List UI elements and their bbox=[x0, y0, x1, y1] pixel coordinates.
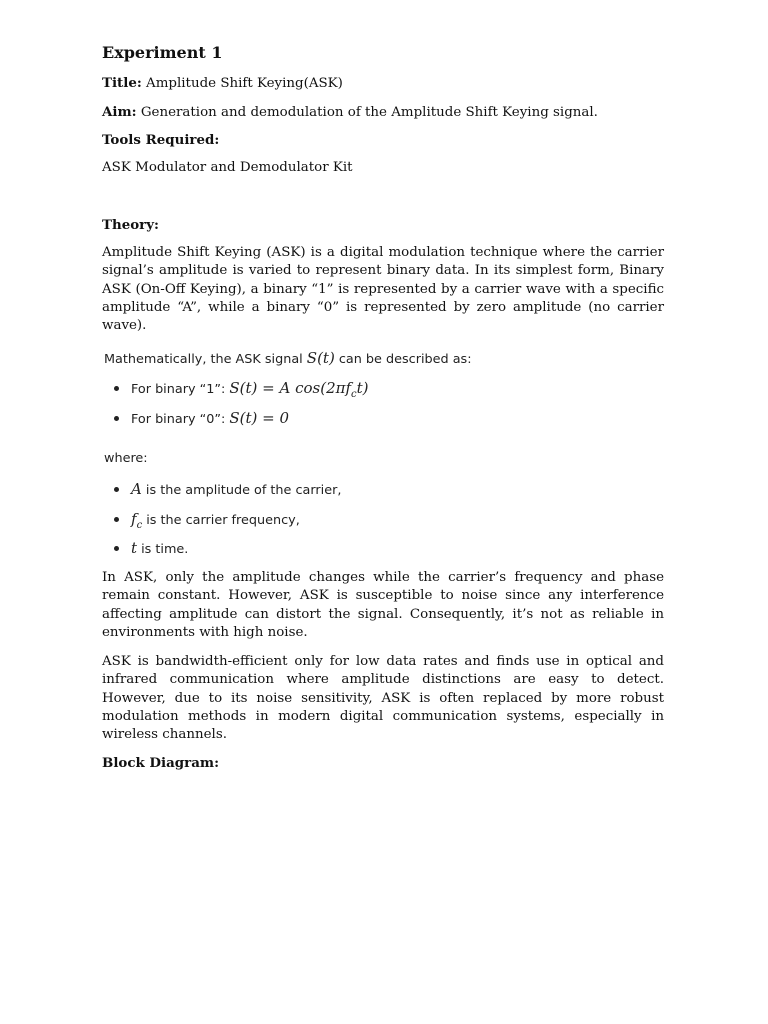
title-line bbox=[102, 74, 343, 93]
bullet-icon bbox=[114, 517, 119, 522]
experiment-heading: Experiment 1 bbox=[102, 43, 223, 62]
theory-heading bbox=[102, 216, 159, 235]
formula-bullet-binary-zero: For binary “0”: S(t) = 0 bbox=[114, 409, 289, 429]
formula-binary-one: S(t) = A $\cos(2\pi f_ct)$ bbox=[229, 379, 369, 400]
where-label: where: bbox=[104, 451, 148, 466]
bullet-icon bbox=[114, 386, 119, 391]
tools-heading bbox=[102, 131, 219, 150]
formula-image bbox=[102, 344, 472, 562]
bandwidth-paragraph: ASK is bandwidth-efficient only for low data rates and finds use in optical and infrared communication where amplitude distinctions are easy to detect. However, due to its noise sensitivity, ASK is often replaced by more robust modulation methods in modern digital communication systems, especially in wireless channels. bbox=[102, 654, 664, 743]
block-diagram-label: Block Diagram: bbox=[102, 755, 220, 771]
bullet-icon bbox=[114, 546, 119, 551]
bullet-icon bbox=[114, 487, 119, 492]
formula-bullet-binary-one: For binary “1”: S(t) = A $\cos(2\pi f_ct)$ bbox=[114, 379, 369, 404]
where-item-amplitude: A is the amplitude of the carrier, bbox=[114, 480, 341, 500]
theory-paragraph: Amplitude Shift Keying (ASK) is a digital modulation technique where the carrier signal’s amplitude is varied to represent binary data. In its simplest form, Binary ASK (On-Off Keying), a binary “1” is represented by a carrier wave with a specific amplitude “A”, while a binary “0” is represented by zero amplitude (no carrier wave). bbox=[102, 245, 664, 334]
title-label: Title: bbox=[102, 75, 142, 91]
block-diagram-heading bbox=[102, 754, 219, 773]
formula-intro: Mathematically, the ASK signal S(t) can be described as: bbox=[104, 349, 472, 367]
title-value: Amplitude Shift Keying(ASK) bbox=[141, 76, 343, 91]
aim-label: Aim: bbox=[102, 104, 137, 120]
tools-value: ASK Modulator and Demodulator Kit bbox=[102, 160, 353, 175]
where-item-frequency: $f_c$ is the carrier frequency, bbox=[114, 510, 300, 535]
theory-label: Theory: bbox=[102, 217, 159, 233]
signal-symbol: S(t) bbox=[306, 349, 335, 367]
noise-paragraph: In ASK, only the amplitude changes while the carrier’s frequency and phase remain constant. However, ASK is susceptible to noise since any interference affecting amplitude can distort the signal. Consequently, it’s not as reliable in environments with high noise. bbox=[102, 570, 664, 640]
aim-value: Generation and demodulation of the Amplitude Shift Keying signal. bbox=[136, 105, 598, 120]
tools-label: Tools Required: bbox=[102, 132, 220, 148]
formula-binary-zero: S(t) = 0 bbox=[229, 409, 290, 427]
aim-line bbox=[102, 103, 598, 122]
bullet-icon bbox=[114, 416, 119, 421]
where-item-time: t is time. bbox=[114, 539, 188, 559]
